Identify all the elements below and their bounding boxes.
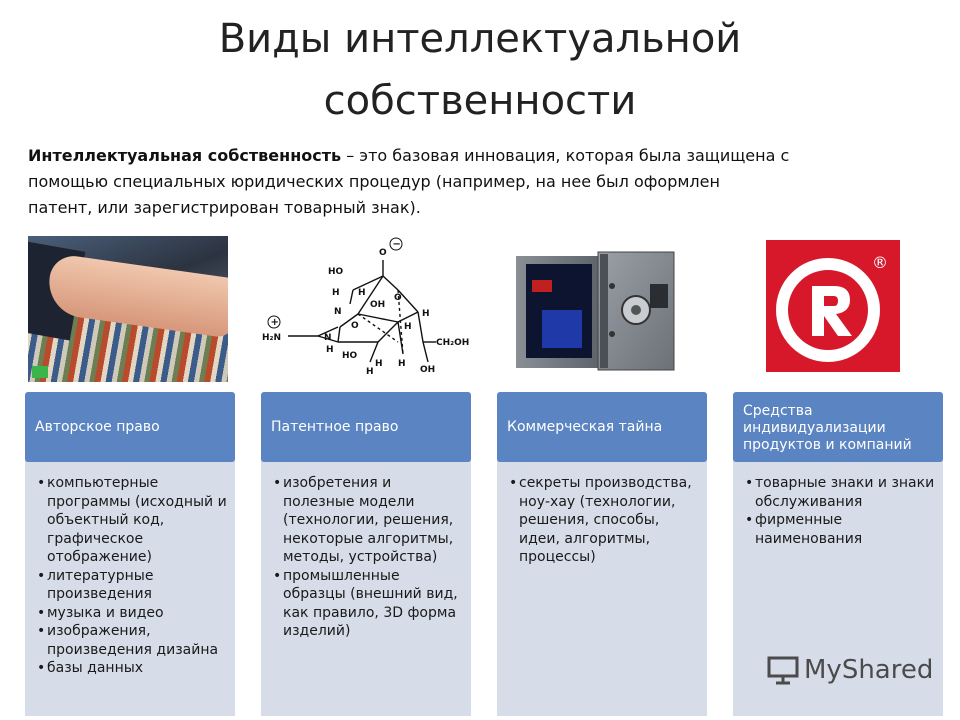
chem-h3: H: [422, 309, 430, 319]
chem-oh1: OH: [370, 300, 386, 310]
chem-h1: H: [332, 288, 340, 298]
chem-ch2oh: CH₂OH: [436, 338, 470, 348]
intro-rest: – это базовая инновация, которая была защищена с: [341, 146, 790, 165]
column-trade-secret: [497, 392, 707, 714]
chem-o-minus: O: [379, 248, 387, 258]
registered-trademark-image: [766, 240, 900, 372]
column-body: [497, 454, 707, 716]
column-header: Средства индивидуализации продуктов и компаний: [733, 392, 943, 462]
intro-line-2: помощью специальных юридических процедур (например, на нее был оформлен: [28, 172, 720, 191]
chem-oh2: OH: [420, 365, 436, 375]
intro-term: Интеллектуальная собственность: [28, 146, 342, 165]
registered-small-mark: ®: [872, 253, 888, 272]
title-line-1: Виды интеллектуальной: [218, 16, 742, 62]
list-item: • фирменные наименования: [745, 511, 935, 548]
intro-line-3: патент, или зарегистрирован товарный знак).: [28, 198, 421, 217]
slide-title: [0, 8, 960, 132]
chem-ho2: HO: [342, 351, 358, 361]
list-item: • базы данных: [37, 659, 227, 678]
list-item: • литературные произведения: [37, 567, 227, 604]
list-item: • изображения, произведения дизайна: [37, 622, 227, 659]
chem-plus: +: [270, 317, 279, 328]
watermark: [766, 655, 933, 685]
chem-h2: H: [358, 288, 366, 298]
title-line-2: собственности: [323, 78, 637, 124]
list-item: • компьютерные программы (исходный и объектный код, графическое отображение): [37, 474, 227, 567]
watermark-text: MyShared: [804, 655, 934, 685]
list-item: • товарные знаки и знаки обслуживания: [745, 474, 935, 511]
cd-shelf-photo: [28, 236, 228, 382]
presentation-icon: [766, 655, 800, 685]
chem-h8: H: [366, 367, 374, 377]
list-item: • изобретения и полезные модели (технологии, решения, некоторые алгоритмы, методы, устройства): [273, 474, 463, 567]
column-body: [25, 454, 235, 716]
column-header: Коммерческая тайна: [497, 392, 707, 462]
intro-line-1: [28, 143, 948, 169]
chem-h6: H: [375, 359, 383, 369]
column-patent: [261, 392, 471, 714]
chem-o-ring2: O: [351, 321, 359, 331]
column-header: Авторское право: [25, 392, 235, 462]
chem-h5: H: [404, 322, 412, 332]
chem-minus: −: [392, 239, 401, 250]
chem-n1: N: [334, 307, 342, 317]
chem-o-ring: O: [394, 293, 402, 303]
intro-paragraph: [28, 143, 948, 221]
list-item: • промышленные образцы (внешний вид, как правило, 3D форма изделий): [273, 567, 463, 641]
list-item: • секреты производства, ноу-хау (технологии, решения, способы, идеи, алгоритмы, процессы): [509, 474, 699, 567]
chem-n2: N: [324, 333, 332, 343]
chem-h2n: H₂N: [262, 333, 282, 343]
column-header: Патентное право: [261, 392, 471, 462]
column-copyright: [25, 392, 235, 714]
column-list: [273, 462, 463, 641]
copyright-badge-icon: [32, 366, 48, 378]
chem-h4: H: [326, 345, 334, 355]
chemical-structure-diagram: [258, 232, 488, 380]
column-list: [509, 462, 699, 567]
column-list: [745, 462, 935, 548]
list-item: • музыка и видео: [37, 604, 227, 623]
chem-ho1: HO: [328, 267, 344, 277]
safe-photo: [512, 250, 682, 376]
chem-h7: H: [398, 359, 406, 369]
column-list: [37, 462, 227, 678]
column-body: [261, 454, 471, 716]
registered-icon: [766, 240, 900, 372]
